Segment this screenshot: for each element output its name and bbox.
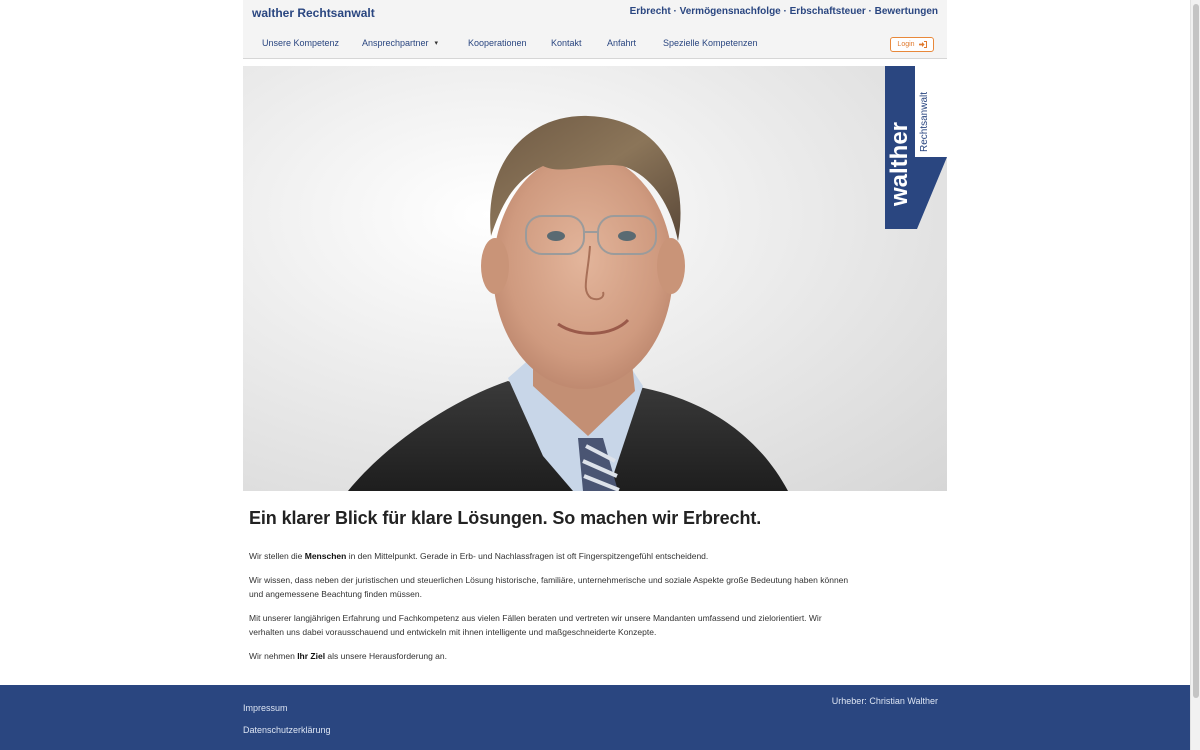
nav-item-unsere-kompetenz[interactable]: Unsere Kompetenz	[262, 38, 340, 48]
scrollbar-thumb[interactable]	[1193, 4, 1199, 698]
intro-paragraph-2: Wir wissen, dass neben der juristischen und steuerlichen Lösung historische, familiäre, unternehmerische und soziale Aspekte große Bedeutung haben können und angemessene Beachtung finden müssen.	[249, 575, 849, 599]
footer-link-impressum[interactable]: Impressum	[243, 703, 288, 713]
brand-link[interactable]: walther Rechtsanwalt	[252, 6, 375, 20]
walther-logo-badge	[885, 66, 947, 229]
intro-paragraph-3: Mit unserer langjährigen Erfahrung und Fachkompetenz aus vielen Fällen beraten und vertreten wir unsere Mandanten umfassend und zielorientiert. Wir verhalten uns dabei vorausschauend und entwickeln mit ihnen intelligente und maßgeschneiderte Konzepte.	[249, 613, 822, 637]
nav-item-spezielle-kompetenzen[interactable]: Spezielle Kompetenzen	[663, 38, 758, 48]
login-label: Login	[897, 41, 915, 48]
login-button[interactable]	[890, 37, 934, 52]
nav-item-kontakt[interactable]: Kontakt	[551, 38, 582, 48]
intro-paragraph-1: Wir stellen die Menschen in den Mittelpunkt. Gerade in Erb- und Nachlassfragen ist oft Fingerspitzengefühl entscheidend.	[249, 551, 709, 561]
tagline: Erbrecht · Vermögensnachfolge · Erbschaftsteuer · Bewertungen	[629, 6, 938, 17]
chevron-down-icon: ▾	[434, 40, 439, 47]
nav-item-kooperationen[interactable]: Kooperationen	[468, 38, 527, 48]
footer	[0, 685, 1190, 750]
nav-item-ansprechpartner[interactable]	[362, 38, 438, 48]
top-bar	[243, 0, 947, 28]
logo-sub: Rechtsanwalt	[919, 91, 930, 152]
nav-item-label: Ansprechpartner	[362, 38, 429, 48]
footer-link-datenschutz[interactable]: Datenschutzerklärung	[243, 725, 331, 735]
logo-word: walther	[886, 121, 913, 206]
portrait-photo	[243, 66, 947, 491]
page-scrollbar[interactable]	[1190, 0, 1200, 750]
intro-paragraph-4: Wir nehmen Ihr Ziel als unsere Herausforderung an.	[249, 651, 447, 661]
sign-in-icon	[919, 41, 927, 48]
hero-image	[243, 66, 947, 491]
page-container	[243, 0, 947, 661]
main-navigation	[243, 28, 947, 59]
nav-item-anfahrt[interactable]: Anfahrt	[607, 38, 637, 48]
page-title: Ein klarer Blick für klare Lösungen. So machen wir Erbrecht.	[249, 508, 762, 528]
main-content	[249, 508, 849, 663]
photo-credit: Urheber: Christian Walther	[831, 696, 938, 706]
